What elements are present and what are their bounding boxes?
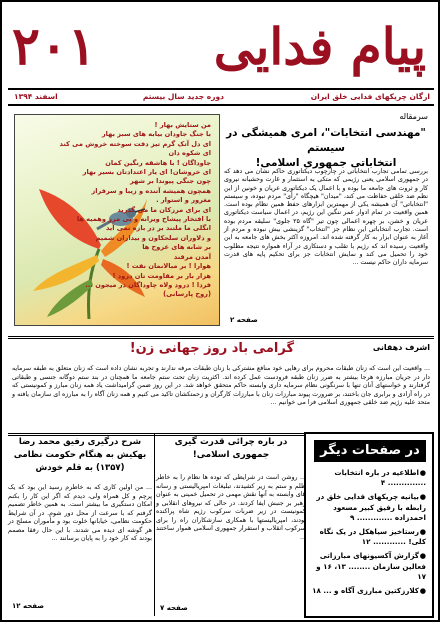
- poem-line: هوارا ! بر مبالانمان نفت !: [126, 262, 211, 271]
- toc-item[interactable]: ●بیانیه چریکهای فدایی خلق در رابطه با رفیق کبیر مسعود احمدزاده ............. ۹: [316, 492, 426, 522]
- poem-line: هزار بار بر مقاومت تان درود !: [112, 271, 211, 280]
- poem-line: مغرور و استوار .: [156, 196, 211, 205]
- poem-box: [14, 114, 220, 326]
- article-author: اشرف دهقانی: [372, 343, 430, 352]
- masthead-info-bar: [8, 88, 434, 106]
- article-title: گرامی باد روز جهانی زن!: [129, 341, 294, 356]
- poem-line: (روح پارسانی): [163, 290, 211, 299]
- memoir-article-continued: صفحه ۱۲: [12, 602, 45, 610]
- poem-line: ای دل آتک گرم تیز دفت سوخته خروش می کند: [59, 139, 211, 148]
- toc-item-label: رستاخیز سیاهکل در یک نگاه کلی! ............ ۱۲: [319, 527, 426, 547]
- memoir-article-title-line: شرح درگیری رفیق محمد رضا: [18, 437, 142, 447]
- history-article-continued: صفحه ۷: [160, 604, 188, 612]
- poem-line: با جنگ جاودان بیابه های سبز بهار: [101, 130, 211, 139]
- toc-item-label: اطلاعیه در باره انتخابات .............. ۴: [334, 468, 426, 488]
- poem-line: انگلی ما ملتند بر در بازه نمی آید: [105, 224, 211, 233]
- toc-item[interactable]: ●رستاخیز سیاهکل در یک نگاه کلی! ............ ۱۲: [319, 527, 426, 547]
- memoir-article: [8, 436, 152, 616]
- toc-item-label: بیانیه چریکهای فدایی خلق در رابطه با رفیق کبیر مسعود احمدزاده ............. ۹: [316, 492, 426, 522]
- toc-item-label: کلارزکتین مبارزی آگاه و ... ۱۸: [312, 586, 419, 596]
- history-article-title: [156, 436, 306, 462]
- issue-number: ۲۰۱: [12, 16, 96, 77]
- memoir-article-title: [8, 436, 152, 475]
- poem-line: چون جنگی پیوندا بر شهر: [129, 177, 211, 186]
- poem-line: و دلاوران سلحکاون و بیداران شمیم: [95, 233, 211, 242]
- table-of-contents: [304, 432, 434, 618]
- toc-item[interactable]: ●گزارش آکسیونهای مبارزاتی فعالین سازمان ........ ۱۳، ۱۶ و ۱۷: [316, 551, 426, 581]
- poem-line: جاوداگان ! با هاشقه رنگین کمان: [105, 158, 211, 167]
- poem-line: من ستایش بهار !: [154, 121, 211, 129]
- editorial-body: بررسی تمامی تجارب انتخاباتی در چارچوب دیکتاتوری حاکم نشان می دهد که در جمهوری اسلامی یعنی رژیمی که متکی به استثمار و غارت وحشیانه نیروی کار و ثروت های جامعه ما بوده و با اعمال یک دیکتاتوری عریان و خونین از این نظم ضد خلقی حفاظت می کند، "میدان" هیچگاه "رأی" مردم نبوده، و سیستم "انتخاباتی" آن همیشه یکی از مهمترین ابزارهای حفظ همین نظام بوده است. همین واقعیت در تمام ادوار عمر ننگین این رژیم، در اعمال سیاست دیکتاتوری عریان و خشن، بر چهره اعمالی چون تیر "گاه ۲۵ جلوی" سلیقه مردم بوده است. تجارب انتخاباتی این نظام جز "انتخاب" گزینشی بیش نبوده و مردم از آغاز به عنوان ابزار به کار گرفته شده اند. امروزه اکثر بخش های جامعه به این واقعیت رسیده اند که رژیم با تقلب و دستکاری در آراء همواره نتیجه مطلوب خود را تحمیل می کند و نمایش انتخابات جز برای تحکیم پایه های قدرت سرمایه داران حاکم نیست ...: [224, 168, 428, 267]
- editorial-continued: صفحه ۲: [230, 316, 258, 324]
- history-article: [156, 436, 306, 616]
- column-divider: [154, 434, 155, 616]
- toc-heading: در صفحات دیگر: [314, 440, 426, 462]
- history-article-body: ... روشن است در شرایطی که توده ها نظام را به خاطر ظلم و ستم به زیر کشیدند، تبلیغات امپریالیستی و رسانه های وابسته به آنها نقش مهمی در تحمیل خمینی به عنوان رهبر بر جنبش ایفا کردند. در حالی که نیروهای انقلابی و کمونیست در زیر ضربات سرکوب رژیم شاه پراکنده بودند، امپریالیستها با همکاری سازشکاران راه را برای سرکوب انقلاب و استقرار جمهوری اسلامی هموار ساختند ...: [156, 474, 306, 541]
- poem-line: همچون همیشه آتنده و زیبا و سرفراز: [91, 186, 211, 195]
- toc-item[interactable]: ●اطلاعیه در باره انتخابات .............. ۴: [334, 468, 426, 488]
- masthead: [8, 8, 434, 88]
- date-label: اسفند ۱۳۹۴: [14, 92, 58, 101]
- toc-item[interactable]: ●کلارزکتین مبارزی آگاه و ... ۱۸: [312, 586, 426, 596]
- article-body: ... واقعیت این است که زنان طبقات محروم برای رهایی خود منافع مشترکی با زنان طبقات مرفه ندارند و تجربه نشان داده است که زنان متعلق به طبقه سرمایه دار در جریان مبارزه هرجا بیشتر به ضرر زنان طبقه فرودست عمل کرده اند. اکثریت زنان تحت ستم جامعه ما همچنان در بند ستم دوگانه جنسی و طبقاتی گرفتارند و خواستهای آنان تنها با سرنگونی نظام سرمایه داری وابسته حاکم متحقق خواهد شد. در این روز ضمن گرامیداشت یاد همه زنان مبارز و کمونیستی که در راه آزادی و برابری جان باختند، بر ضرورت پیوند مبارزات زنان با مبارزات کارگران و زحمتکشان تاکید می کنیم و همه زنان آگاه را به مبارزه ای سازمان یافته و متحد علیه رژیم ضد خلقی جمهوری اسلامی فرا می خوانیم ...: [12, 365, 430, 407]
- editorial-kicker: سرمقاله: [399, 112, 428, 121]
- poem-line: بر شانه های عروح ها: [142, 243, 211, 252]
- memoir-article-title-line: (۱۳۵۷) به قلم خودش: [35, 463, 125, 473]
- editorial-headline-line: انتخاباتی جمهوری اسلامی!: [255, 157, 397, 169]
- womens-day-article: [8, 336, 434, 436]
- toc-item-label: گزارش آکسیونهای مبارزاتی فعالین سازمان ........ ۱۳، ۱۶ و ۱۷: [316, 551, 426, 581]
- history-article-title-line: جمهوری اسلامی!: [192, 450, 270, 460]
- period-label: دوره جدید سال بیستم: [142, 92, 224, 101]
- poem-line: آمدن مرقند: [173, 252, 211, 261]
- poem-line: ای شکوه دان: [168, 149, 211, 158]
- poem-line: ای برای مرزکان ما می گذرید: [117, 205, 211, 214]
- history-article-title-line: در باره چرائی قدرت گیری: [174, 437, 288, 447]
- poem-line: فردا ! درود ولاه چاوداگان در میجون ...: [85, 280, 211, 289]
- poem-lines: [23, 121, 211, 300]
- poem-line: با افتخار پیشاخ ویرانه و بی مرز وهمیه ها: [76, 215, 211, 224]
- memoir-article-body: ... من اولین کاری که به خاطرم رسید این بود که یک پرچم و کل همراه ولی، دیدم که اگر این کار را بکنم امکان دستگیری ما بیشتر است. به همین خاطر تصمیم گرفتم که با سرعت از محل دور شوم. در آن شرایط حکومت نظامی، خیابانها خلوت بود و مأموران مسلح در هر گوشه ای دیده می شدند. با این حال رفقا مصمم بودند که کار خود را به پایان برسانند ...: [8, 484, 152, 542]
- newspaper-title: پیام فدایی: [213, 17, 426, 76]
- editorial-headline: [224, 126, 428, 171]
- editorial: [224, 110, 428, 330]
- org-label: ارگان چریکهای فدایی خلق ایران: [310, 92, 430, 101]
- editorial-headline-line: "مهندسی انتخابات"، امری همیشگی در سیستم: [226, 127, 426, 154]
- poem-line: ای خروشان! ای یار اعتدادتان بسیر بهار: [82, 168, 211, 177]
- memoir-article-title-line: بهکیش به هنگام حکومت نظامی: [13, 450, 147, 460]
